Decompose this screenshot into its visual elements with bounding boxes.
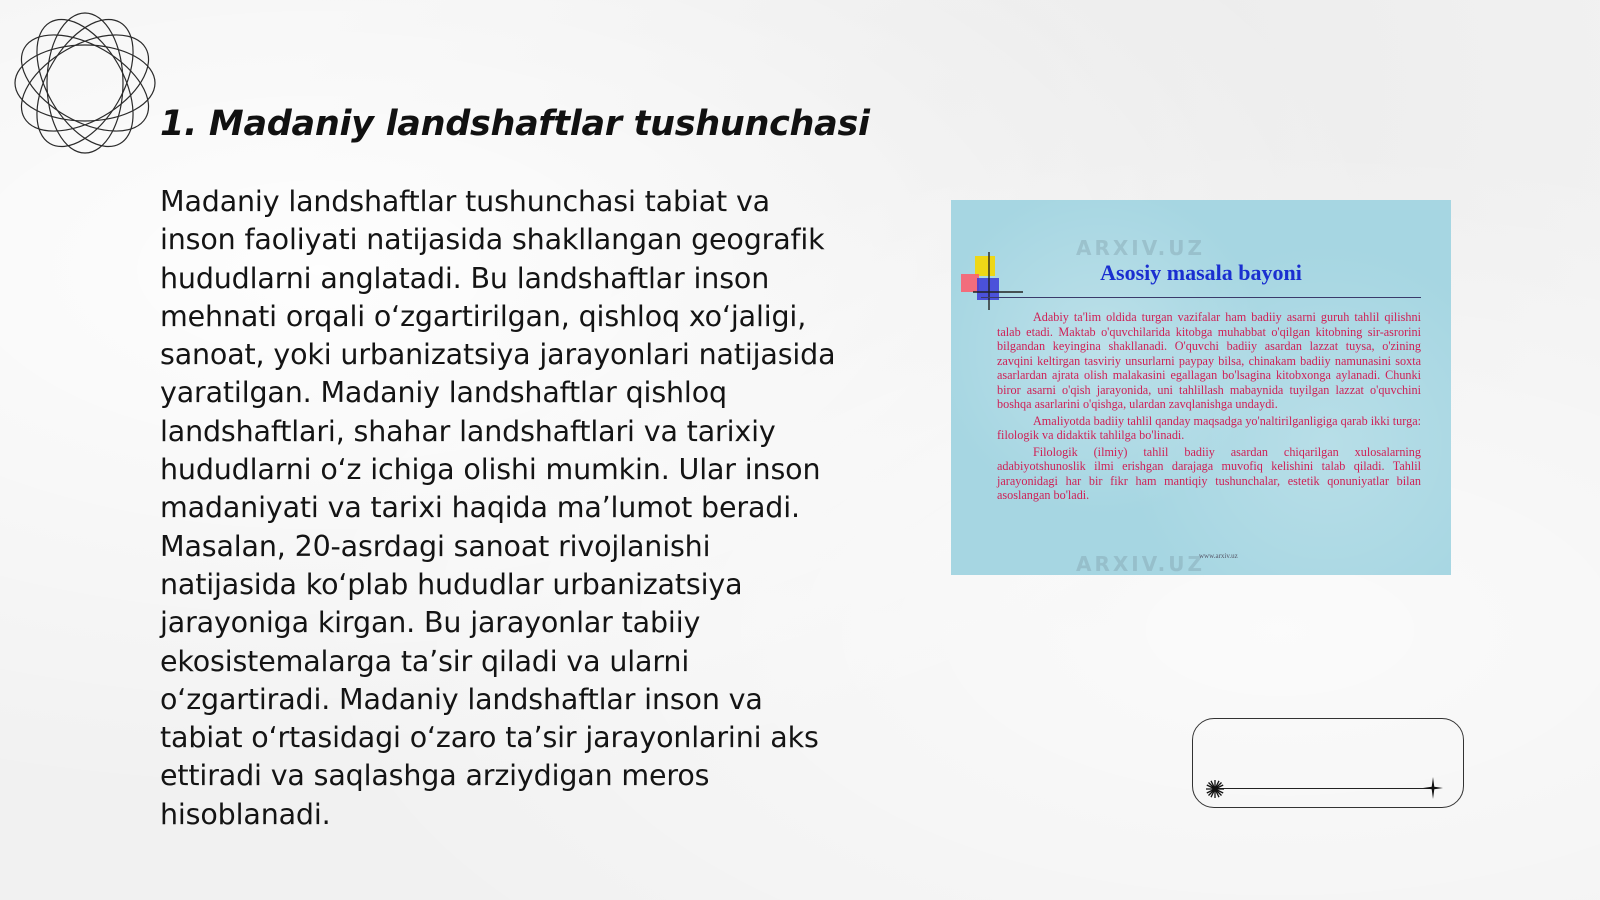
image-paragraph: Amaliyotda badiiy tahlil qanday maqsadga yo'naltirilganligiga qarab ikki turga: filologik va didaktik tahlilga bo'linadi. [997,413,1421,442]
watermark-top: ARXIV.UZ [1076,236,1205,260]
slide-body-text: Madaniy landshaftlar tushunchasi tabiat va inson faoliyati natijasida shakllangan geografik hududlarni anglatadi. Bu landshaftlar inson mehnati orqali oʻzgartirilgan, qishloq xoʻjaligi, sanoat, yoki urbanizatsiya jarayonlari natijasida yaratilgan. Madaniy landshaftlar qishloq landshaftlari, shahar landshaftlari va tarixiy hududlarni oʻz ichiga olishi mumkin. Ular inson madaniyati va tarixi haqida maʼlumot beradi. Masalan, 20-asrdagi sanoat rivojlanishi natijasida koʻplab hududlar urbanizatsiya jarayoniga kirgan. Bu jarayonlar tabiiy ekosistemalarga taʼsir qiladi va ularni oʻzgartiradi. Madaniy landshaftlar inson va tabiat oʻrtasidagi oʻzaro taʼsir jarayonlarini aks ettiradi va saqlashga arziydigan meros hisoblanadi. [160,185,836,831]
slide-title: 1. Madaniy landshaftlar tushunchasi [160,104,870,144]
frame-line [1215,788,1435,789]
image-footer: www.arxiv.uz [1199,552,1238,560]
image-body-text [997,310,1421,505]
image-paragraph: Filologik (ilmiy) tahlil badiiy asardan chiqarilgan xulosalarning adabiyotshunoslik ilmi erishgan darajaga muvofiq kelishini talab qiladi. Tahlil jarayonidagi har bir fikr ham mantiqiy tushunchalar, estetik qonuniyatlar bilan asoslangan bo'ladi. [997,444,1421,502]
embedded-slide-image [951,200,1451,575]
orbit-rings-icon [10,8,160,158]
sparkle-icon [1423,777,1443,799]
decorative-frame [1192,718,1464,808]
heading-rule [981,297,1421,298]
watermark-bottom: ARXIV.UZ [1076,552,1205,575]
starburst-icon [1205,779,1225,799]
image-heading: Asosiy masala bayoni [1100,260,1302,285]
image-paragraph: Adabiy ta'lim oldida turgan vazifalar ham badiiy asarni guruh tahlil qilishni talab etadi. Maktab o'quvchilarida kitobga muhabbat o'qilgan kitobning sir-asrorini bilgandan keyingina shakllanadi. O'quvchi badiiy asardan lazzat tuysa, o'zining zavqini keltirgan tasviriy unsurlarni paypay bilsa, chinakam badiiy namunasini soxta asarlardan ajrata olish malakasini egallagan bo'lsagina kitobxonga aylanadi. Chunki biror asarni o'qish jarayonida, uni tahlillash mabaynida tuyilgan lazzat o'quvchini boshqa asarlarini o'qishga, ulardan zavqlanishga undaydi. [997,310,1421,411]
